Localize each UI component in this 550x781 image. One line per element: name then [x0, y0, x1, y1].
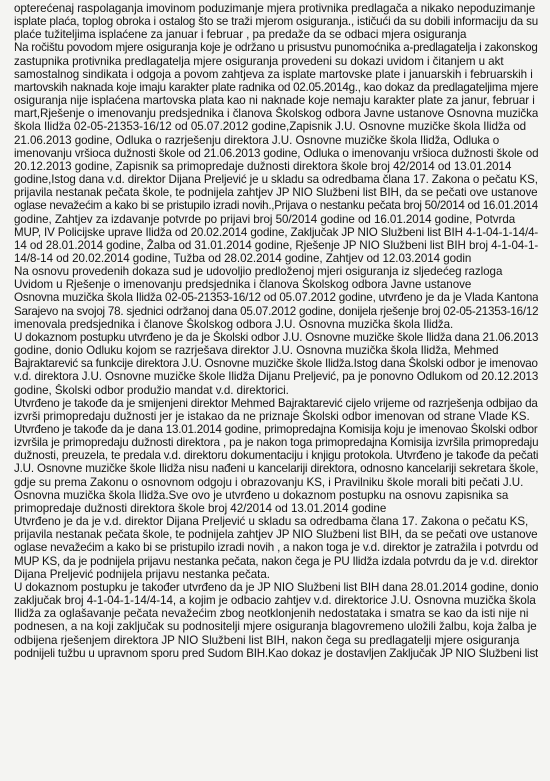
text-line: izvršila je primopredaju dužnosti direktora , pa je nakon toga primopredajna Komisija izvršila primopredaju	[14, 436, 538, 450]
text-line: odbijena rješenjem direktora JP NIO Službeni list BIH, nakon čega su predlagatelji mjere osiguranja	[14, 633, 520, 647]
text-line: Dijana Preljević podnijela prijavu nestanka pečata.	[14, 567, 270, 581]
text-line: zaključak broj 4-1-04-1-14/4-14, a kojim je odbacio zahtjev v.d. direktorice J.U. Osnovna muzička škola	[14, 594, 536, 608]
text-line: Uvidom u Rješenje o imenovanju predsjednika i članova Školskog odbora Javne ustanove	[14, 278, 472, 292]
text-line: primopredaje dužnosti direktora škole broj 42/2014 od 13.01.2014 godine	[14, 501, 387, 515]
text-line: plaće tužiteljima isplaćene za januar i februar , pa predaže da se odbaci mjera osiguranja	[14, 28, 467, 42]
text-line: gdje su prema Zakonu o osnovnom odgoju i obrazovanju KS, i Pravilniku škole morali biti pečati J.U.	[14, 475, 524, 489]
text-line: J.U. Osnovne muzičke škole Ilidža nisu nađeni u kancelariji direktora, odnosno kancelariji sekretara škole,	[14, 462, 538, 476]
text-line: godine, Zahtjev za izdavanje potvrde po prijavi broj 50/2014 godine od 16.01.2014 godine, Potvrda	[14, 212, 516, 226]
document-body	[14, 2, 538, 660]
text-line: 21.06.2013 godine, Odluka o razrješenju direktora J.U. Osnovne muzičke škola Ilidža, Odluka o	[14, 133, 500, 147]
text-line: prijavila nestanak pečata škole, te podnijela zahtjev JP NIO Službeni list BIH, da se pečati ove ustanove	[14, 186, 538, 200]
text-line: godine, Školski odbor produžio mandat v.d. direktorici.	[14, 383, 289, 397]
text-line: Osnovna muzička škola Ilidža 02-05-21353-16/12 od 05.07.2012 godine, utvrđeno je da je Vlada Kantona	[14, 291, 538, 305]
text-line: Na osnovu provedenih dokaza sud je udovoljio predloženoj mjeri osiguranja iz sljedećeg razloga	[14, 265, 503, 279]
text-line: dužnosti, preuzela, te predala v.d. direktoru dokumentaciju i knjigu protokola. Utvrđeno je takođe da pečati	[14, 449, 538, 463]
text-line: godine, donio Odluku kojom se razrješava direktor J.U. Osnovna muzička škola Ilidža, Mehmed	[14, 344, 499, 358]
text-line: Na ročištu povodom mjere osiguranja koje je održano u prisustvu punomoćnika a-predlagatelja i zakonskog	[14, 41, 538, 55]
text-line: Ilidža za oglašavanje pečata nevažećim zbog neotklonjenih nedostataka i smatra se kao da isti nije ni	[14, 607, 529, 621]
text-line: U dokaznom postupku utvrđeno je da je Školski odbor J.U. Osnovne muzičke škole Ilidža dana 21.06.2013	[14, 330, 538, 344]
text-line: Utvrđeno je da je v.d. direktor Dijana Preljević u skladu sa odredbama člana 17. Zakona o pečatu KS,	[14, 515, 529, 529]
text-line: samostalnog sindikata i odgoja a povom zahtjeva za isplate martovske plate i januarskih i februarskih i	[14, 67, 533, 81]
text-line: godine,Istog dana v.d. direktor Dijana Preljević je u skladu sa odredbama člana 17. Zakona o pečatu KS,	[14, 173, 538, 187]
text-line: U dokaznom postupku je također utvrđeno da je JP NIO Službeni list BIH dana 28.01.2014 godine, donio	[14, 580, 538, 594]
text-line: 14/8-14 od 20.02.2014 godine, Tužba od 28.02.2014 godine, Zahtjev od 12.03.2014 godin	[14, 251, 472, 265]
text-line: imenovala predsjednika i članove Školskog odbora J.U. Osnovna muzička škola Ilidža.	[14, 317, 454, 331]
text-line: MUP KS, da je podnijela prijavu nestanka pečata, nakon čega je PU Ilidža izdala potvrdu da je v.d. direktor	[14, 554, 538, 568]
text-line: isplate plaća, toplog obroka i ostalog što se traži mjerom osiguranja., ističući da su dobili informaciju da su	[14, 15, 538, 29]
text-line: prijavila nestanak pečata škole, te podnijela zahtjev JP NIO Službeni list BIH, da se pečati ove ustanove	[14, 528, 538, 542]
text-line: Utvrđeno je takođe da je smijenjeni direktor Mehmed Bajraktarević cijelo vrijeme od razrješenja odbijao da	[14, 396, 538, 410]
text-line: mart,Rješenje o imenovanju predsjednika i članova Školskog odbora Javne ustanove Osnovna muzička	[14, 107, 538, 121]
text-line: podnijeli tužbu u upravnom sporu pred Sudom BIH.Kao dokaz je dostavljen Zaključak JP NIO Službeni list	[14, 646, 538, 660]
text-line: Utvrđeno je takođe da je dana 13.01.2014 godine, primopredajna Komisija koju je imenovao Školski odbor	[14, 423, 538, 436]
text-line: v.d. direktora J.U. Osnovne muzičke škole Ilidža Dijanu Preljević, pa je ponovno Odlukom od 20.12.2013	[14, 370, 538, 384]
text-line: 14 od 28.01.2014 godine, Žalba od 31.01.2014 godine, Rješenje JP NIO Službeni list BIH broj 4-1-04-1-	[14, 238, 538, 252]
text-line: zastupnika protivnika predlagatelja mjere osiguranja provedeni su dokazi uvidom i čitanjem u akt	[14, 54, 504, 68]
text-line: Sarajevo na svojoj 78. sjednici održanoj dana 05.07.2012 godine, donijela rješenje broj 02-05-21353-16/12	[14, 304, 538, 318]
text-line: osiguranja nije isplaćena martovska plata kao ni naknade koje nemaju karakter plate za janur, februar i	[14, 94, 535, 108]
text-line: izvrši primopredaju dužnosti jer je istakao da ne priznaje Školski odbor imenovan od strane Vlade KS.	[14, 409, 530, 423]
text-line: škola Ilidža 02-05-21353-16/12 od 05.07.2012 godine,Zapisnik J.U. Osnovne muzičke škola Ilidža od	[14, 120, 527, 134]
text-line: oglase nevažećim a kako bi se pristupilo izradi novih , a nakon toga je v.d. direktor je zatražila i potvrdu od	[14, 541, 538, 555]
text-line: 20.12.2013 godine, Zapisnik sa primopredaje dužnosti direktora škole broj 42/2014 od 13.01.2014	[14, 159, 512, 173]
text-line: imenovanju vršioca dužnosti škole od 21.06.2013 godine, Odluka o imenovanju vršioca dužnosti škole od	[14, 146, 538, 160]
text-line: martovskih naknada koje imaju karakter plate radnika od 02.05.2014g., kao dokaz da predlagateljima mjere	[14, 80, 538, 94]
text-line: oglase nevažećim a kako bi se pristupilo izradi novih.,Prijava o nestanku pečata broj 50/2014 od 16.01.2014	[14, 199, 538, 213]
text-line: MUP, IV Policijske uprave Ilidža od 20.02.2014 godine, Zaključak JP NIO Službeni list BIH 4-1-04-1-14/4-	[14, 225, 538, 239]
text-line: Bajraktarević sa funkcije direktora J.U. Osnovne muzičke škole Ilidža.Istog dana Školski odbor je imenovao	[14, 357, 538, 371]
text-line: opterećenaj raspolaganja imovinom poduzimanje mjera protivnika predlagača a nikako nepoduzimanje	[14, 2, 536, 15]
text-line: Osnovna muzička škola Ilidža.Sve ovo je utvrđeno u dokaznom postupku na osnovu zapisnika sa	[14, 488, 509, 502]
text-line: podnesen, a na koji zaključak su podnositelji mjere osiguranja blagovremeno uložili žalbu, koja žalba je	[14, 620, 537, 634]
